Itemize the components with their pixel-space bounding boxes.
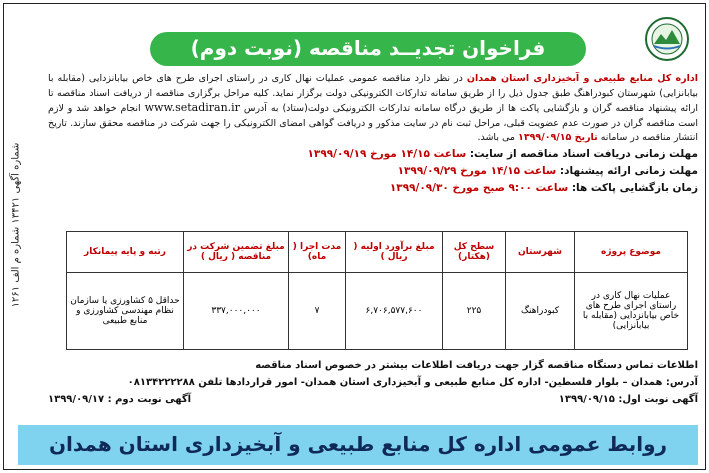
deadline-submit xyxy=(48,163,698,180)
intro-text-2: انجام خواهد شد و لازم است مناقصه گران در صورت عدم عضویت قبلی، مراحل ثبت نام در سایت مذکور و دریافت گواهی امضای الکترونیکی را جهت شرکت در مناقصه محقق سازند. تاریخ انتشار مناقصه در سامانه xyxy=(48,103,698,144)
table-header: مبلغ برآورد اولیه ( ریال ) xyxy=(346,232,443,273)
table-header: موضوع پروژه xyxy=(575,232,688,273)
intro-paragraph xyxy=(48,72,698,146)
table-header: سطح کل (هکتار) xyxy=(443,232,506,273)
contact-heading: اطلاعات تماس دستگاه مناقصه گزار جهت دریافت اطلاعات بیشتر در خصوص اسناد مناقصه xyxy=(255,360,698,371)
organization-logo-icon xyxy=(644,16,690,62)
deadline-opening xyxy=(48,180,698,197)
deadline-value: ساعت ۹:۰۰ صبح مورخ ۱۳۹۹/۰۹/۳۰ xyxy=(389,181,569,194)
deadline-label: زمان بازگشایی پاکت ها: xyxy=(571,181,698,194)
title-banner xyxy=(150,32,586,66)
table-header: مبلغ تضمین شرکت در مناقصه ( ریال ) xyxy=(184,232,289,273)
first-ad-date: آگهی نوبت اول: ۱۳۹۹/۰۹/۱۵ xyxy=(558,394,698,405)
table-cell: عملیات نهال کاری در راستای اجرای طرح های خاص بیابانزدایی (مقابله با بیابانزایی) xyxy=(575,273,688,350)
footer-banner xyxy=(18,425,698,465)
table-row xyxy=(67,273,688,350)
intro-text-1: در نظر دارد مناقصه عمومی عملیات نهال کاری در راستای اجرای طرح های خاص بیابانزدایی (مقابله با بیابانزایی) شهرستان کبودراهنگ طبق جدول ذیل را از طریق سامانه تدارکات الکترونیکی دولت برگزار نماید. کلیه مراحل برگزاری مناقصه از دریافت اسناد مناقصه تا ارائه پیشنهاد مناقصه گران و بازگشایی پاکت ها از طریق درگاه سامانه تدارکات الکترونیکی دولت(ستاد) به آدرس xyxy=(48,73,698,115)
table-header-row xyxy=(67,232,688,273)
notice-body xyxy=(48,72,698,197)
table-header: مدت اجرا ( ماه) xyxy=(289,232,346,273)
organization-name: اداره کل منابع طبیعی و آبخیزداری استان همدان xyxy=(466,73,699,84)
table-cell: کبودراهنگ xyxy=(506,273,575,350)
publish-date: تاریخ ۱۳۹۹/۰۹/۱۵ xyxy=(518,132,598,144)
contact-section xyxy=(48,357,698,408)
table-cell: ۶,۷۰۶,۵۷۷,۶۰۰ xyxy=(346,273,443,350)
deadline-value: ساعت ۱۴/۱۵ مورخ ۱۳۹۹/۰۹/۲۹ xyxy=(397,164,557,177)
second-ad-date: آگهی نوبت دوم : ۱۳۹۹/۰۹/۱۷ xyxy=(48,394,192,405)
contact-address: آدرس: همدان – بلوار فلسطین- اداره کل منابع طبیعی و آبخیزداری استان همدان- امور قراردادها تلفن ۰۸۱۳۴۲۲۲۲۸۸ xyxy=(127,377,698,388)
setad-link[interactable]: www.setadiran.ir xyxy=(144,101,240,115)
deadline-label: مهلت زمانی ارائه پیشنهاد: xyxy=(559,164,698,177)
table-cell: ۳۳۷,۰۰۰,۰۰۰ xyxy=(184,273,289,350)
ad-dates-row xyxy=(48,391,698,408)
footer-text: روابط عمومی اداره کل منابع طبیعی و آبخیزداری استان همدان xyxy=(48,432,668,456)
ad-number-text: شماره آگهی ۱۳۴۲۱ شماره م الف ۱۲۶۱ xyxy=(10,142,22,308)
ad-number-vertical xyxy=(4,60,28,390)
table-cell: ۲۲۵ xyxy=(443,273,506,350)
table-header: رتبه و پایه پیمانکار xyxy=(67,232,184,273)
table-cell: ۷ xyxy=(289,273,346,350)
deadline-value: ساعت ۱۴/۱۵ مورخ ۱۳۹۹/۰۹/۱۹ xyxy=(307,147,467,160)
table-header: شهرستان xyxy=(506,232,575,273)
page-title: فراخوان تجدیــد مناقصه (نوبت دوم) xyxy=(190,36,546,60)
intro-text-3: می باشد. xyxy=(477,132,519,144)
table-cell: حداقل ۵ کشاورزی یا سازمان نظام مهندسی کشاورزی و منابع طبیعی xyxy=(67,273,184,350)
project-table xyxy=(66,231,688,350)
deadline-label: مهلت زمانی دریافت اسناد مناقصه از سایت: xyxy=(469,147,698,160)
deadline-receive xyxy=(48,146,698,163)
